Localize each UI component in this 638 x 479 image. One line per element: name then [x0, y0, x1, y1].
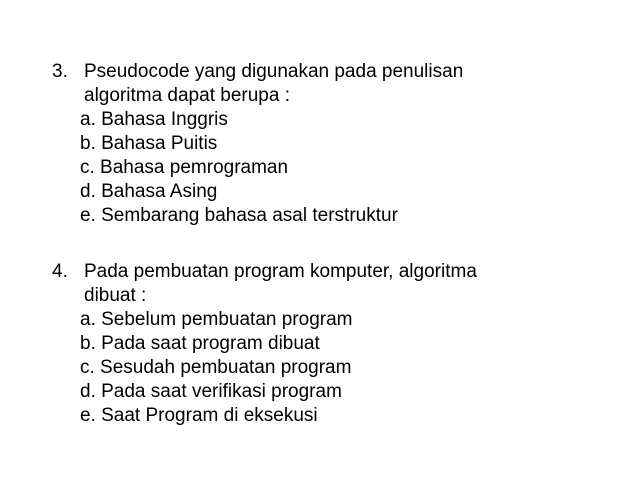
option-c: c. Sesudah pembuatan program	[80, 357, 352, 378]
option-d: d. Pada saat verifikasi program	[80, 381, 342, 402]
option-c: c. Bahasa pemrograman	[80, 157, 289, 178]
option-e: e. Sembarang bahasa asal terstruktur	[80, 205, 398, 226]
option-a: a. Bahasa Inggris	[80, 109, 228, 130]
option-d: d. Bahasa Asing	[80, 181, 218, 202]
question-3	[52, 60, 612, 228]
option-b: b. Bahasa Puitis	[80, 133, 218, 154]
question-stem	[52, 60, 612, 84]
question-stem-line-2: dibuat :	[84, 285, 147, 306]
question-stem-line-1: Pseudocode yang digunakan pada penulisan	[84, 61, 464, 82]
question-stem-line-1: Pada pembuatan program komputer, algoritma	[84, 261, 477, 282]
question-stem-line-2: algoritma dapat berupa :	[84, 85, 290, 106]
question-number: 4.	[52, 261, 68, 282]
question-number: 3.	[52, 61, 68, 82]
option-a: a. Sebelum pembuatan program	[80, 309, 353, 330]
option-e: e. Saat Program di eksekusi	[80, 405, 318, 426]
option-b: b. Pada saat program dibuat	[80, 333, 320, 354]
question-4	[52, 260, 612, 428]
question-stem	[52, 260, 612, 284]
